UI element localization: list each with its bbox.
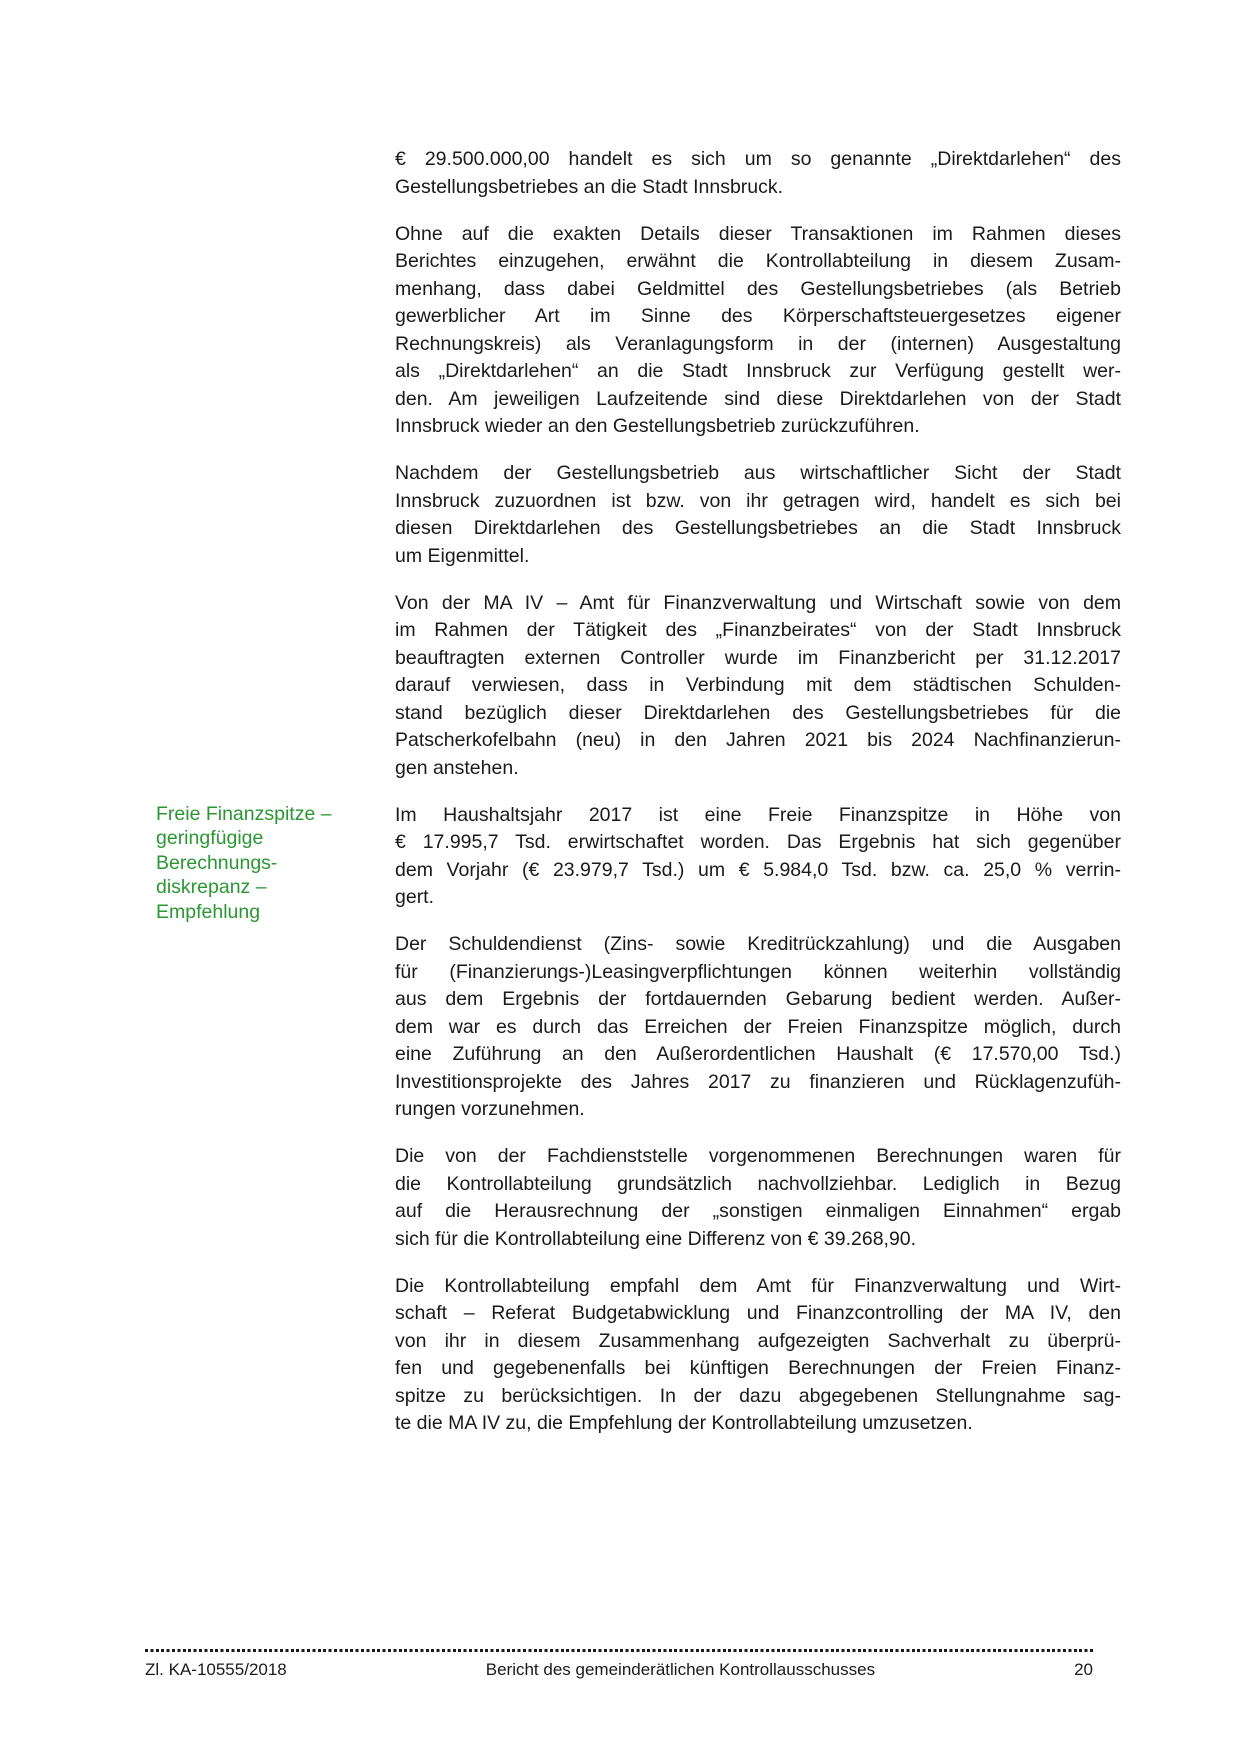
- paragraph-line: € 29.500.000,00 handelt es sich um so genannte „Direktdarlehen“ des: [395, 148, 1121, 170]
- paragraph-line: rungen vorzunehmen.: [395, 1098, 585, 1120]
- paragraph-line: dem war es durch das Erreichen der Freien Finanzspitze möglich, durch: [395, 1015, 1121, 1038]
- paragraph: [395, 1273, 1121, 1438]
- paragraph-line: als „Direktdarlehen“ an die Stadt Innsbruck zur Verfügung gestellt wer-: [395, 360, 1121, 382]
- paragraph-line: Die Kontrollabteilung empfahl dem Amt für Finanzverwaltung und Wirt-: [395, 1274, 1121, 1297]
- paragraph: [395, 590, 1121, 783]
- paragraph: [395, 931, 1121, 1124]
- paragraph-line: für (Finanzierungs-)Leasingverpflichtungen können weiterhin vollständig: [395, 960, 1121, 983]
- page-footer: [145, 1659, 1093, 1681]
- body-text-column: [395, 146, 1121, 1457]
- paragraph-line: diesen Direktdarlehen des Gestellungsbetriebes an die Stadt Innsbruck: [395, 517, 1121, 539]
- paragraph-line: Gestellungsbetriebes an die Stadt Innsbruck.: [395, 175, 784, 198]
- paragraph-line: gewerblicher Art im Sinne des Körperschaftsteuergesetzes eigener: [395, 305, 1121, 327]
- paragraph-line: darauf verwiesen, dass in Verbindung mit dem städtischen Schulden-: [395, 674, 1121, 696]
- paragraph-line: Innsbruck zuzuordnen ist bzw. von ihr getragen wird, handelt es sich bei: [395, 489, 1121, 512]
- paragraph-line: te die MA IV zu, die Empfehlung der Kontrollabteilung umzusetzen.: [395, 1412, 973, 1434]
- margin-note-line: diskrepanz –: [156, 876, 267, 899]
- paragraph-line: Die von der Fachdienststelle vorgenommenen Berechnungen waren für: [395, 1145, 1121, 1167]
- margin-note-line: Empfehlung: [156, 900, 261, 923]
- paragraph: [395, 802, 1121, 912]
- footer-document-title: Bericht des gemeinderätlichen Kontrollausschusses: [485, 1660, 876, 1679]
- footer-reference-number: Zl. KA-10555/2018: [145, 1660, 287, 1679]
- paragraph-line: im Rahmen der Tätigkeit des „Finanzbeirates“ von der Stadt Innsbruck: [395, 619, 1121, 641]
- paragraph-line: sich für die Kontrollabteilung eine Differenz von € 39.268,90.: [395, 1227, 917, 1250]
- paragraph-line: eine Zuführung an den Außerordentlichen Haushalt (€ 17.570,00 Tsd.): [395, 1043, 1121, 1065]
- paragraph-line: Von der MA IV – Amt für Finanzverwaltung und Wirtschaft sowie von dem: [395, 591, 1121, 614]
- paragraph-line: gert.: [395, 886, 435, 908]
- paragraph-line: Patscherkofelbahn (neu) in den Jahren 2021 bis 2024 Nachfinanzierun-: [395, 729, 1121, 751]
- paragraph: [395, 1143, 1121, 1253]
- margin-note-line: Freie Finanzspitze –: [156, 803, 332, 825]
- paragraph-line: € 17.995,7 Tsd. erwirtschaftet worden. Das Ergebnis hat sich gegenüber: [395, 831, 1121, 853]
- paragraph-line: menhang, dass dabei Geldmittel des Gestellungsbetriebes (als Betrieb: [395, 277, 1121, 300]
- paragraph-line: den. Am jeweiligen Laufzeitende sind diese Direktdarlehen von der Stadt: [395, 387, 1121, 410]
- paragraph-line: Im Haushaltsjahr 2017 ist eine Freie Finanzspitze in Höhe von: [395, 803, 1121, 826]
- paragraph-line: beauftragten externen Controller wurde im Finanzbericht per 31.12.2017: [395, 646, 1121, 669]
- paragraph-line: spitze zu berücksichtigen. In der dazu abgegebenen Stellungnahme sag-: [395, 1384, 1121, 1407]
- paragraph-line: Ohne auf die exakten Details dieser Transaktionen im Rahmen dieses: [395, 222, 1121, 245]
- paragraph-line: Investitionsprojekte des Jahres 2017 zu finanzieren und Rücklagenzufüh-: [395, 1070, 1121, 1093]
- paragraph-line: Rechnungskreis) als Veranlagungsform in der (internen) Ausgestaltung: [395, 332, 1121, 355]
- footer-separator-dotted-line: [145, 1649, 1093, 1652]
- paragraph-line: Nachdem der Gestellungsbetrieb aus wirtschaftlicher Sicht der Stadt: [395, 462, 1121, 484]
- paragraph-line: auf die Herausrechnung der „sonstigen einmaligen Einnahmen“ ergab: [395, 1200, 1121, 1222]
- paragraph-line: Innsbruck wieder an den Gestellungsbetrieb zurückzuführen.: [395, 415, 920, 437]
- paragraph-line: von ihr in diesem Zusammenhang aufgezeigten Sachverhalt zu überprü-: [395, 1329, 1121, 1352]
- paragraph: [395, 221, 1121, 441]
- footer-page-number: 20: [1074, 1660, 1093, 1679]
- paragraph-line: fen und gegebenenfalls bei künftigen Berechnungen der Freien Finanz-: [395, 1357, 1121, 1379]
- paragraph-line: dem Vorjahr (€ 23.979,7 Tsd.) um € 5.984,0 Tsd. bzw. ca. 25,0 % verrin-: [395, 858, 1121, 881]
- paragraph-line: Der Schuldendienst (Zins- sowie Kreditrückzahlung) und die Ausgaben: [395, 933, 1121, 955]
- margin-note-line: geringfügige: [156, 827, 264, 850]
- paragraph-line: aus dem Ergebnis der fortdauernden Gebarung bedient werden. Außer-: [395, 988, 1121, 1010]
- paragraph-line: die Kontrollabteilung grundsätzlich nachvollziehbar. Lediglich in Bezug: [395, 1172, 1121, 1195]
- paragraph: [395, 460, 1121, 570]
- paragraph-line: um Eigenmittel.: [395, 544, 530, 567]
- paragraph-line: gen anstehen.: [395, 756, 519, 779]
- paragraph-line: Berichtes einzugehen, erwähnt die Kontrollabteilung in diesem Zusam-: [395, 250, 1121, 272]
- margin-note-line: Berechnungs-: [156, 851, 278, 874]
- paragraph-line: schaft – Referat Budgetabwicklung und Finanzcontrolling der MA IV, den: [395, 1302, 1121, 1324]
- paragraph: [395, 146, 1121, 201]
- margin-note: [156, 802, 376, 924]
- paragraph-line: stand bezüglich dieser Direktdarlehen des Gestellungsbetriebes für die: [395, 701, 1121, 724]
